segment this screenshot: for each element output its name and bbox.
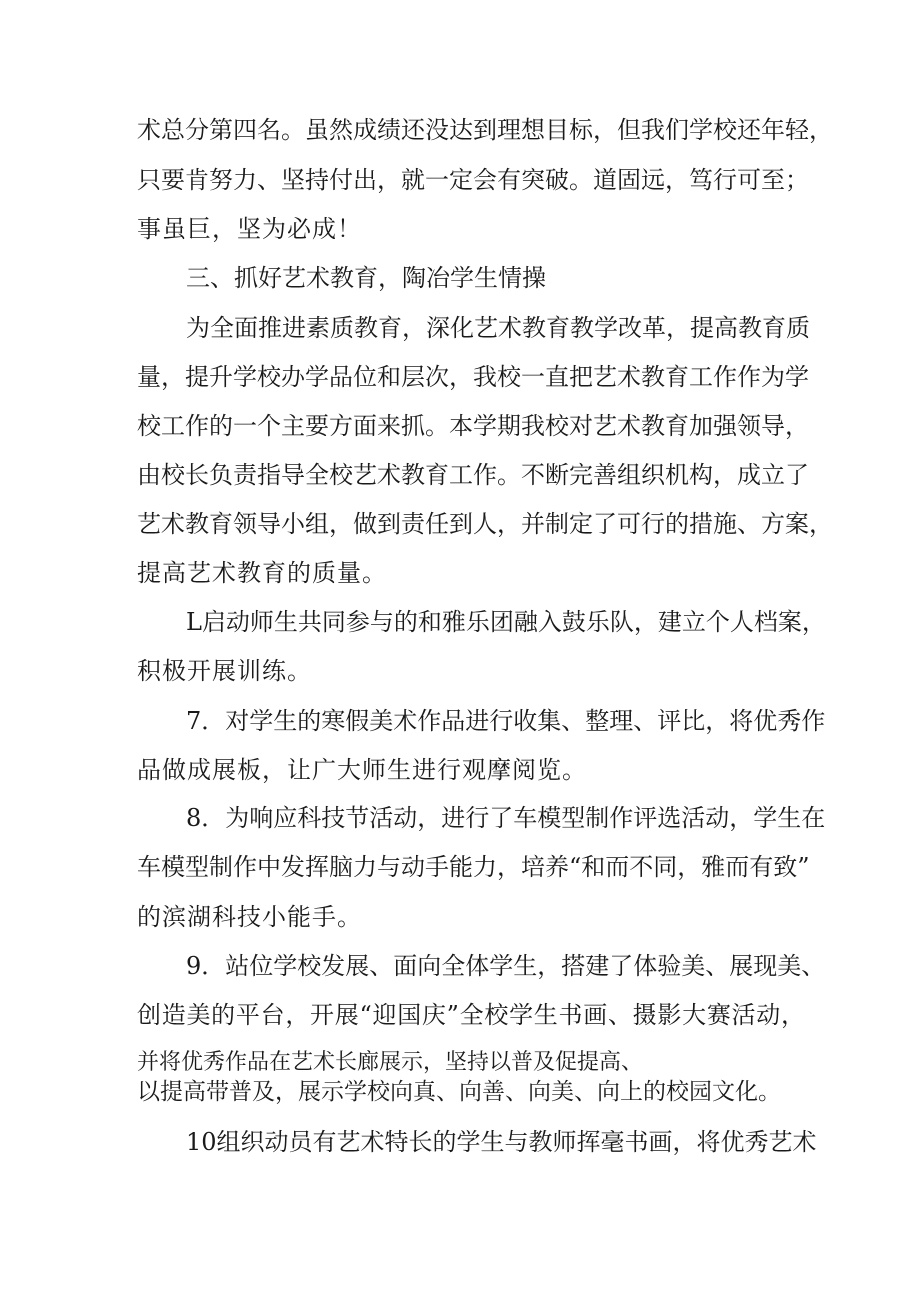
list-item-line: 品做成展板，让广大师生进行观摩阅览。 — [137, 756, 587, 784]
list-item-line: 的滨湖科技小能手。 — [137, 903, 362, 931]
list-item-line: 并将优秀作品在艺术长廊展示，坚持以普及促提高、 — [137, 1050, 644, 1075]
paragraph-line: 术总分第四名。虽然成绩还没达到理想目标，但我们学校还年轻， — [137, 116, 833, 144]
list-item-line: 7．对学生的寒假美术作品进行收集、整理、评比，将优秀作 — [186, 707, 826, 735]
list-item-line: 10组织动员有艺术特长的学生与教师挥毫书画，将优秀艺术 — [186, 1128, 817, 1156]
paragraph-line: 为全面推进素质教育，深化艺术教育教学改革，提高教育质 — [186, 314, 810, 342]
paragraph-line: 事虽巨，坚为必成！ — [137, 215, 362, 243]
paragraph-line: 艺术教育领导小组，做到责任到人，并制定了可行的措施、方案， — [137, 510, 833, 538]
paragraph-line: 只要肯努力、坚持付出，就一定会有突破。道固远，笃行可至； — [137, 166, 809, 194]
section-heading: 三、抓好艺术教育，陶冶学生情操 — [186, 264, 546, 292]
list-item-line: L启动师生共同参与的和雅乐团融入鼓乐队，建立个人档案， — [186, 608, 826, 636]
list-item-line: 创造美的平台，开展“迎国庆”全校学生书画、摄影大赛活动， — [137, 1001, 805, 1029]
paragraph-line: 提高艺术教育的质量。 — [137, 559, 387, 587]
list-item-line: 8．为响应科技节活动，进行了车模型制作评选活动，学生在 — [186, 804, 826, 832]
list-item-line: 积极开展训练。 — [137, 657, 312, 685]
list-item-line: 车模型制作中发挥脑力与动手能力，培养“和而不同，雅而有致” — [137, 853, 810, 881]
paragraph-line: 量，提升学校办学品位和层次，我校一直把艺术教育工作作为学 — [137, 363, 809, 391]
paragraph-line: 校工作的一个主要方面来抓。本学期我校对艺术教育加强领导， — [137, 412, 809, 440]
list-item-line: 9．站位学校发展、面向全体学生，搭建了体验美、展现美、 — [186, 952, 826, 980]
list-item-line: 以提高带普及，展示学校向真、向善、向美、向上的校园文化。 — [137, 1079, 781, 1105]
paragraph-line: 由校长负责指导全校艺术教育工作。不断完善组织机构，成立了 — [137, 461, 809, 489]
